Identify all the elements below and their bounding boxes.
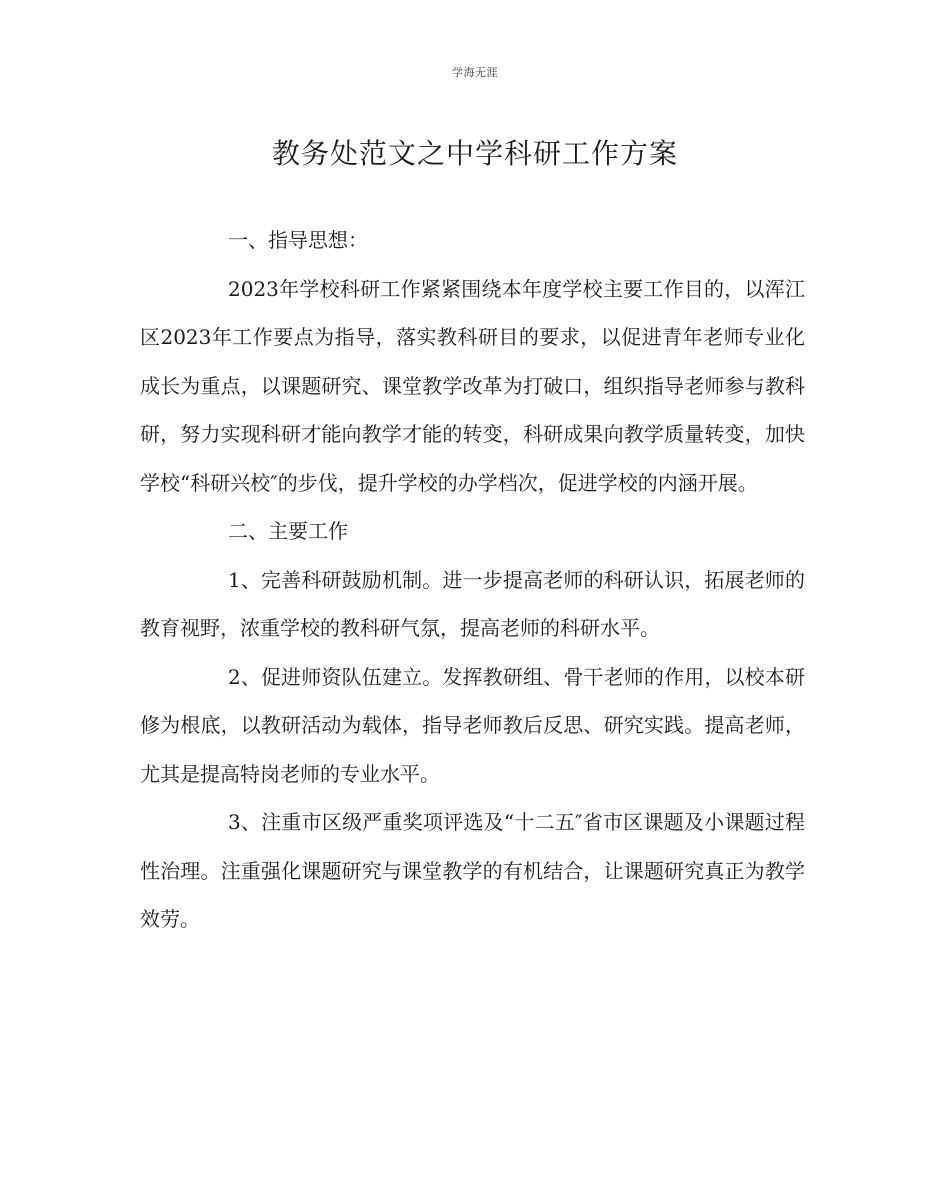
list-item-work-3: 3、注重市区级严重奖项评选及“十二五″省市区课题及小课题过程性治理。注重强化课题研究与课堂教学的有机结合，让课题研究真正为教学效劳。 (140, 810, 805, 931)
page-header-watermark: 学海无涯 (452, 66, 498, 79)
list-item-work-1: 1、完善科研鼓励机制。进一步提高老师的科研认识，拓展老师的教育视野，浓重学校的教科研气氛，提高老师的科研水平。 (140, 567, 805, 640)
paragraph-guiding-ideology: 2023年学校科研工作紧紧围绕本年度学校主要工作目的，以浑江区2023年工作要点为指导，落实教科研目的要求，以促进青年老师专业化成长为重点，以课题研究、课堂教学改革为打破口，组织指导老师参与教科研，努力实现科研才能向教学才能的转变，科研成果向教学质量转变，加快学校“科研兴校″的步伐，提升学校的办学档次，促进学校的内涵开展。 (140, 276, 805, 495)
section-heading-guiding-ideology: 一、指导思想： (228, 228, 368, 252)
section-heading-main-work: 二、主要工作 (228, 519, 348, 543)
document-body (140, 216, 805, 944)
list-item-work-2: 2、促进师资队伍建立。发挥教研组、骨干老师的作用，以校本研修为根底，以教研活动为载体，指导老师教后反思、研究实践。提高老师，尤其是提高特岗老师的专业水平。 (140, 664, 805, 786)
document-title: 教务处范文之中学科研工作方案 (271, 137, 678, 170)
